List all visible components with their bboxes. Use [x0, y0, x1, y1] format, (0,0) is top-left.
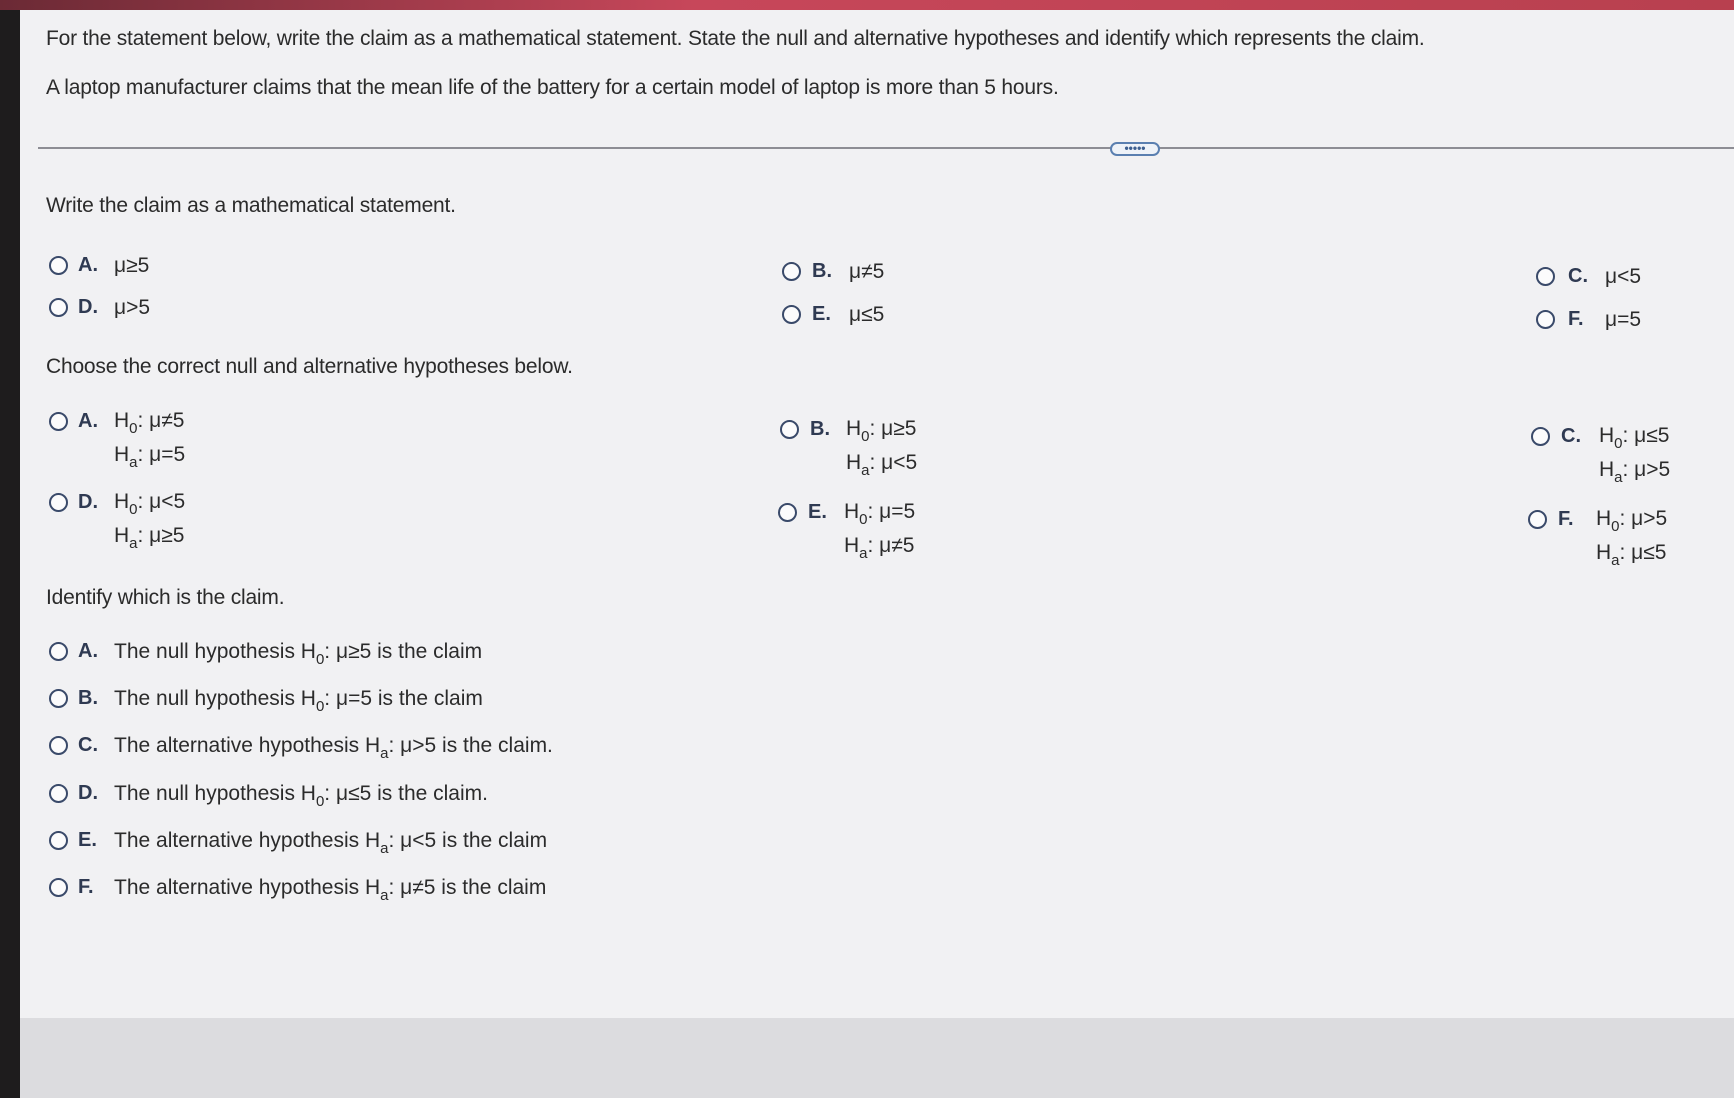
part2-option-a-h0: $H_0$: μ≠5 — [114, 409, 185, 437]
part2-option-d-radio[interactable] — [49, 493, 68, 512]
part1-option-d-radio[interactable] — [49, 298, 68, 317]
part3-option-b-text: The null hypothesis $H_0$: μ=5 is the claim — [114, 687, 483, 715]
part3-option-e-letter: E. — [78, 829, 97, 851]
part3-option-c-text: The alternative hypothesis $H_a$: μ>5 is the claim. — [114, 734, 553, 762]
part1-option-a-letter: A. — [78, 254, 98, 276]
part1-option-f-letter: F. — [1568, 308, 1584, 330]
part2-option-a-letter: A. — [78, 410, 98, 432]
part3-option-c-radio[interactable] — [49, 736, 68, 755]
part3-option-d-letter: D. — [78, 782, 98, 804]
part2-option-e-h0: $H_0$: μ=5 — [844, 500, 916, 528]
part3-option-c-letter: C. — [78, 734, 98, 756]
part3-option-f-radio[interactable] — [49, 878, 68, 897]
part3-prompt: Identify which is the claim. — [46, 586, 285, 609]
part1-option-c-letter: C. — [1568, 265, 1588, 287]
part1-option-d-text: μ>5 — [114, 296, 151, 319]
part2-option-d-h0: $H_0$: μ<5 — [114, 490, 186, 518]
part1-option-e-letter: E. — [812, 303, 831, 325]
part1-option-e-text: μ≤5 — [849, 303, 885, 326]
part2-option-c-letter: C. — [1561, 425, 1581, 447]
section-divider — [38, 147, 1734, 149]
part2-option-a-ha: $H_a$: μ=5 — [114, 443, 186, 471]
part2-option-c-ha: $H_a$: μ>5 — [1599, 458, 1671, 486]
part3-option-e-radio[interactable] — [49, 831, 68, 850]
part1-option-d-letter: D. — [78, 296, 98, 318]
part3-option-b-radio[interactable] — [49, 689, 68, 708]
part1-option-a-radio[interactable] — [49, 256, 68, 275]
part1-option-c-radio[interactable] — [1536, 267, 1555, 286]
part3-option-e-text: The alternative hypothesis $H_a$: μ<5 is the claim — [114, 829, 548, 857]
part2-option-f-radio[interactable] — [1528, 510, 1547, 529]
part2-option-b-letter: B. — [810, 418, 830, 440]
part2-option-f-ha: $H_a$: μ≤5 — [1596, 541, 1667, 569]
part1-option-b-radio[interactable] — [782, 262, 801, 281]
part3-option-b-letter: B. — [78, 687, 98, 709]
expand-button[interactable]: ••••• — [1110, 142, 1160, 156]
part2-option-c-radio[interactable] — [1531, 427, 1550, 446]
part1-option-c-text: μ<5 — [1605, 265, 1642, 288]
part2-option-c-h0: $H_0$: μ≤5 — [1599, 424, 1670, 452]
part3-option-a-radio[interactable] — [49, 642, 68, 661]
part1-option-f-text: μ=5 — [1605, 308, 1642, 331]
part1-option-b-letter: B. — [812, 260, 832, 282]
part2-option-e-letter: E. — [808, 501, 827, 523]
part3-option-d-radio[interactable] — [49, 784, 68, 803]
part3-option-d-text: The null hypothesis $H_0$: μ≤5 is the claim. — [114, 782, 488, 810]
question-instruction: For the statement below, write the claim as a mathematical statement. State the null and alternative hypotheses and identify which represents the claim. — [46, 27, 1425, 50]
question-statement: A laptop manufacturer claims that the mean life of the battery for a certain model of laptop is more than 5 hours. — [46, 76, 1059, 99]
screen-bezel-top — [0, 0, 1734, 10]
part1-option-b-text: μ≠5 — [849, 260, 885, 283]
part2-prompt: Choose the correct null and alternative hypotheses below. — [46, 355, 573, 378]
part3-option-a-letter: A. — [78, 640, 98, 662]
part3-option-f-text: The alternative hypothesis $H_a$: μ≠5 is the claim — [114, 876, 547, 904]
part2-option-d-letter: D. — [78, 491, 98, 513]
part2-option-b-h0: $H_0$: μ≥5 — [846, 417, 917, 445]
part1-option-f-radio[interactable] — [1536, 310, 1555, 329]
footer-band — [20, 1018, 1734, 1098]
part2-option-a-radio[interactable] — [49, 412, 68, 431]
part2-option-f-h0: $H_0$: μ>5 — [1596, 507, 1668, 535]
part2-option-e-radio[interactable] — [778, 503, 797, 522]
part3-option-a-text: The null hypothesis $H_0$: μ≥5 is the claim — [114, 640, 483, 668]
part2-option-e-ha: $H_a$: μ≠5 — [844, 534, 915, 562]
part3-option-f-letter: F. — [78, 876, 94, 898]
part2-option-f-letter: F. — [1558, 508, 1574, 530]
part1-prompt: Write the claim as a mathematical statement. — [46, 194, 456, 217]
part2-option-b-ha: $H_a$: μ<5 — [846, 451, 918, 479]
part1-option-e-radio[interactable] — [782, 305, 801, 324]
part2-option-b-radio[interactable] — [780, 420, 799, 439]
part2-option-d-ha: $H_a$: μ≥5 — [114, 524, 185, 552]
part1-option-a-text: μ≥5 — [114, 254, 150, 277]
